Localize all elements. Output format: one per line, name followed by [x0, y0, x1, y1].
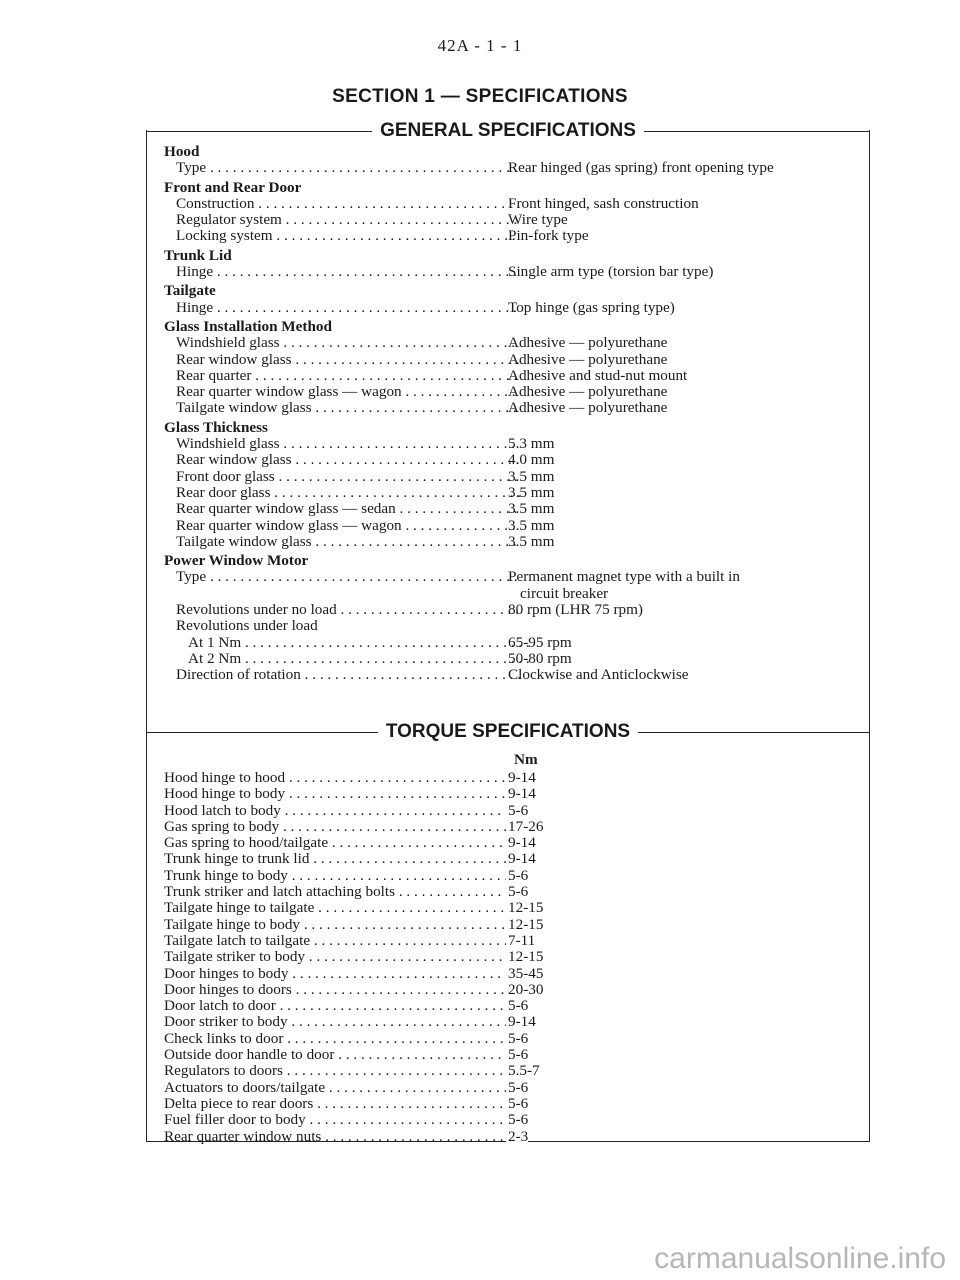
spec-row	[164, 534, 854, 550]
spec-value: Adhesive — polyurethane	[508, 350, 668, 368]
spec-label: Tailgate window glass . . .	[164, 400, 520, 416]
spec-label: Rear quarter window glass — wagon . . .	[164, 384, 520, 400]
torque-row	[164, 786, 564, 802]
torque-row	[164, 1096, 564, 1112]
spec-row	[164, 300, 854, 316]
spec-label: Windshield glass . . .	[164, 335, 520, 351]
torque-value: 12-15	[508, 915, 544, 933]
spec-value: Adhesive and stud-nut mount	[508, 366, 688, 384]
section-title: SECTION 1 — SPECIFICATIONS	[332, 86, 628, 107]
torque-label: Hood hinge to hood . . .	[164, 770, 514, 786]
spec-row	[164, 196, 854, 212]
spec-value: Top hinge (gas spring type)	[508, 298, 675, 316]
group-title: Glass Installation Method	[164, 317, 332, 335]
spec-row	[164, 667, 854, 683]
spec-row	[164, 160, 854, 176]
spec-row	[164, 228, 854, 244]
spec-label: Hinge . . .	[164, 264, 520, 280]
torque-row	[164, 835, 564, 851]
torque-label: Hood hinge to body . . .	[164, 786, 514, 802]
torque-row	[164, 998, 564, 1014]
spec-label: Rear window glass . . .	[164, 452, 520, 468]
torque-row	[164, 803, 564, 819]
torque-value: 9-14	[508, 850, 536, 868]
torque-value: 2-3	[508, 1127, 529, 1145]
torque-label: Delta piece to rear doors . . .	[164, 1096, 514, 1112]
torque-value: 5-6	[508, 1111, 529, 1129]
torque-value: 35-45	[508, 964, 544, 982]
torque-value: 9-14	[508, 785, 536, 803]
spec-label: Rear quarter . . .	[164, 368, 520, 384]
torque-specifications-header	[146, 720, 870, 744]
spec-row	[164, 368, 854, 384]
spec-value: 3.5 mm	[508, 467, 555, 485]
torque-label: Outside door handle to door . . .	[164, 1047, 514, 1063]
group-title: Front and Rear Door	[164, 178, 302, 196]
torque-label: Actuators to doors/tailgate . . .	[164, 1080, 514, 1096]
torque-row	[164, 1112, 564, 1128]
torque-row	[164, 900, 564, 916]
torque-row	[164, 933, 564, 949]
torque-value: 7-11	[508, 931, 536, 949]
group-title: Glass Thickness	[164, 418, 268, 436]
spec-label: Direction of rotation . . .	[164, 667, 520, 683]
torque-label: Gas spring to hood/tailgate . . .	[164, 835, 514, 851]
torque-row	[164, 917, 564, 933]
torque-value: 5-6	[508, 997, 529, 1015]
spec-label: Revolutions under load	[176, 617, 318, 635]
spec-label: Windshield glass . . .	[164, 436, 520, 452]
torque-label: Fuel filler door to body . . .	[164, 1112, 514, 1128]
torque-row	[164, 884, 564, 900]
watermark: carmanualsonline.info	[654, 1242, 946, 1275]
spec-value: 50-80 rpm	[508, 649, 572, 667]
spec-row	[164, 518, 854, 534]
torque-label: Regulators to doors . . .	[164, 1063, 514, 1079]
spec-group	[164, 283, 854, 316]
spec-value: 80 rpm (LHR 75 rpm)	[508, 601, 643, 619]
spec-value: Rear hinged (gas spring) front opening type	[508, 159, 774, 177]
spec-value: Adhesive — polyurethane	[508, 383, 668, 401]
spec-label: Tailgate window glass . . .	[164, 534, 520, 550]
torque-value: 5-6	[508, 1046, 529, 1064]
spec-label: Revolutions under no load . . .	[164, 602, 520, 618]
spec-group	[164, 248, 854, 281]
torque-label: Rear quarter window nuts . . .	[164, 1129, 514, 1145]
spec-row	[164, 501, 854, 517]
general-specifications	[164, 144, 854, 687]
torque-label: Check links to door . . .	[164, 1031, 514, 1047]
spec-label: At 2 Nm . . .	[164, 651, 532, 667]
torque-label: Trunk striker and latch attaching bolts . . .	[164, 884, 514, 900]
spec-value: 3.5 mm	[508, 500, 555, 518]
torque-label: Trunk hinge to body . . .	[164, 868, 514, 884]
torque-row	[164, 966, 564, 982]
torque-value: 5-6	[508, 801, 529, 819]
spec-value-continuation: circuit breaker	[520, 584, 609, 602]
spec-label: Type . . .	[164, 160, 520, 176]
spec-label: Rear window glass . . .	[164, 352, 520, 368]
general-specifications-header	[146, 119, 870, 143]
torque-row	[164, 1014, 564, 1030]
spec-value: Pin-fork type	[508, 227, 589, 245]
spec-row	[164, 635, 854, 651]
torque-label: Trunk hinge to trunk lid . . .	[164, 851, 514, 867]
spec-label: Regulator system . . .	[164, 212, 520, 228]
spec-row	[164, 569, 854, 585]
spec-label: At 1 Nm . . .	[164, 635, 532, 651]
spec-row	[164, 469, 854, 485]
torque-label: Door hinges to body . . .	[164, 966, 514, 982]
torque-value: 5-6	[508, 883, 529, 901]
spec-group	[164, 319, 854, 417]
torque-unit-heading: Nm	[514, 751, 538, 768]
torque-row	[164, 1129, 564, 1145]
group-title: Power Window Motor	[164, 552, 309, 570]
torque-row	[164, 851, 564, 867]
torque-label: Tailgate striker to body . . .	[164, 949, 514, 965]
spec-group	[164, 420, 854, 550]
spec-label: Type . . .	[164, 569, 520, 585]
spec-value: Wire type	[508, 211, 568, 229]
spec-value: Permanent magnet type with a built in	[508, 568, 740, 586]
torque-value: 9-14	[508, 769, 536, 786]
torque-value: 5-6	[508, 1078, 529, 1096]
torque-label: Tailgate hinge to tailgate . . .	[164, 900, 514, 916]
torque-label: Tailgate hinge to body . . .	[164, 917, 514, 933]
spec-label: Rear quarter window glass — wagon . . .	[164, 518, 520, 534]
torque-value: 5-6	[508, 1029, 529, 1047]
spec-value: 5.3 mm	[508, 435, 555, 453]
torque-row	[164, 1063, 564, 1079]
spec-label: Rear quarter window glass — sedan . . .	[164, 501, 520, 517]
torque-value: 20-30	[508, 980, 544, 998]
spec-row	[164, 335, 854, 351]
spec-value: Adhesive — polyurethane	[508, 334, 668, 352]
torque-header-text: TORQUE SPECIFICATIONS	[378, 721, 638, 742]
group-title: Tailgate	[164, 282, 216, 300]
torque-row	[164, 770, 564, 786]
spec-label: Locking system . . .	[164, 228, 520, 244]
spec-label: Rear door glass . . .	[164, 485, 520, 501]
torque-value: 9-14	[508, 834, 536, 852]
torque-value: 5-6	[508, 866, 529, 884]
spec-value: Single arm type (torsion bar type)	[508, 263, 714, 281]
spec-value: Front hinged, sash construction	[508, 194, 699, 212]
spec-value: 4.0 mm	[508, 451, 555, 469]
spec-row	[164, 400, 854, 416]
spec-row	[164, 436, 854, 452]
spec-value: 65-95 rpm	[508, 633, 572, 651]
torque-value: 12-15	[508, 948, 544, 966]
spec-row	[164, 352, 854, 368]
spec-row	[164, 384, 854, 400]
spec-row	[164, 452, 854, 468]
spec-row	[164, 212, 854, 228]
spec-group	[164, 180, 854, 245]
torque-value: 9-14	[508, 1013, 536, 1031]
torque-row	[164, 1047, 564, 1063]
page-number: 42A - 1 - 1	[437, 36, 523, 55]
spec-row	[164, 618, 854, 634]
torque-label: Door latch to door . . .	[164, 998, 514, 1014]
spec-group	[164, 144, 854, 177]
group-title: Hood	[164, 143, 200, 160]
spec-label: Construction . . .	[164, 196, 520, 212]
torque-row	[164, 949, 564, 965]
torque-row	[164, 982, 564, 998]
torque-label: Door striker to body . . .	[164, 1014, 514, 1030]
torque-label: Hood latch to body . . .	[164, 803, 514, 819]
spec-value: 3.5 mm	[508, 483, 555, 501]
torque-label: Gas spring to body . . .	[164, 819, 514, 835]
spec-value: 3.5 mm	[508, 532, 555, 550]
spec-value: Clockwise and Anticlockwise	[508, 666, 689, 684]
group-title: Trunk Lid	[164, 246, 232, 264]
spec-group	[164, 553, 854, 683]
torque-row	[164, 819, 564, 835]
torque-value: 5.5-7	[508, 1062, 540, 1080]
spec-label: Front door glass . . .	[164, 469, 520, 485]
general-header-text: GENERAL SPECIFICATIONS	[372, 120, 644, 141]
spec-value: Adhesive — polyurethane	[508, 399, 668, 417]
torque-row	[164, 868, 564, 884]
torque-label: Door hinges to doors . . .	[164, 982, 514, 998]
spec-value: 3.5 mm	[508, 516, 555, 534]
spec-row	[164, 264, 854, 280]
torque-value: 5-6	[508, 1094, 529, 1112]
torque-value: 17-26	[508, 817, 544, 835]
spec-label: Hinge . . .	[164, 300, 520, 316]
torque-value: 12-15	[508, 899, 544, 917]
spec-row	[164, 651, 854, 667]
spec-row	[164, 602, 854, 618]
torque-label: Tailgate latch to tailgate . . .	[164, 933, 514, 949]
spec-row	[164, 485, 854, 501]
torque-row	[164, 1080, 564, 1096]
torque-row	[164, 1031, 564, 1047]
